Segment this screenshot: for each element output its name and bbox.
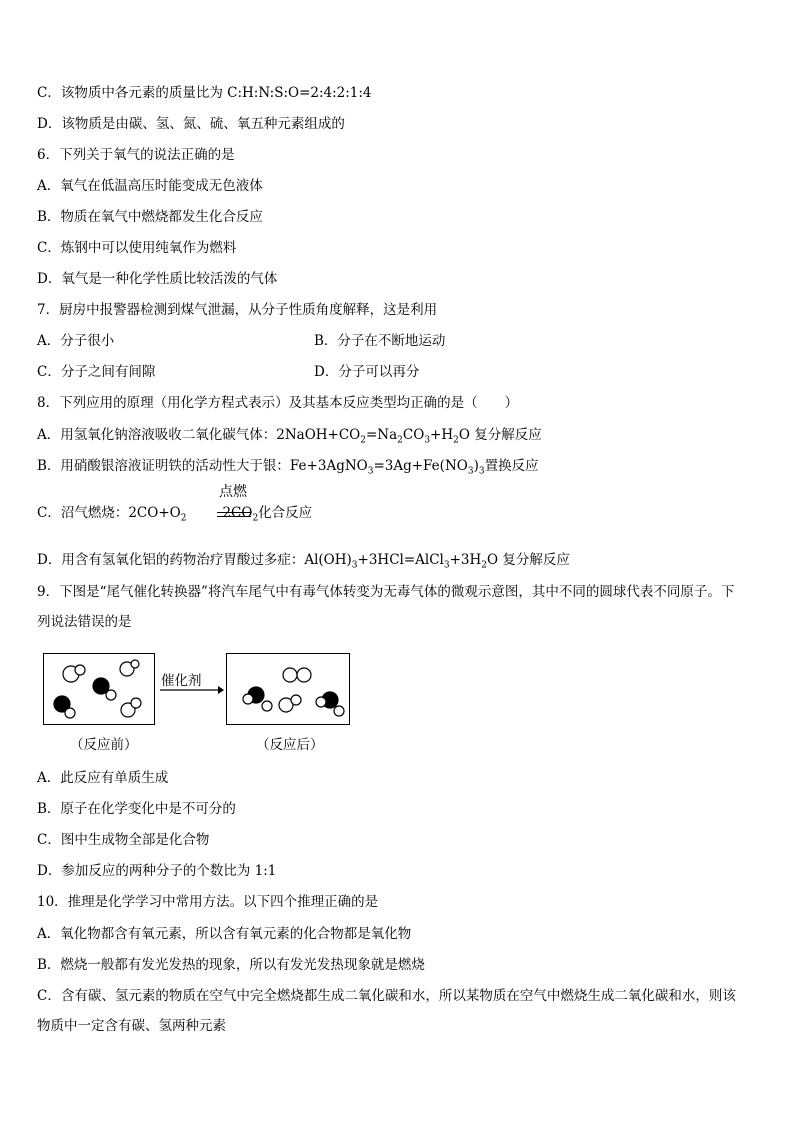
question-9-line2: 列说法错误的是 bbox=[37, 614, 132, 630]
atom-white bbox=[131, 660, 139, 668]
before-molecules-diagram bbox=[44, 654, 154, 724]
atom-white bbox=[334, 706, 344, 716]
reaction-arrow-icon bbox=[158, 684, 224, 696]
q6-option-d: D．氧气是一种化学性质比较活泼的气体 bbox=[37, 271, 278, 287]
q6-option-b: B．物质在氧气中燃烧都发生化合反应 bbox=[37, 209, 263, 225]
option-c-mass-ratio: C．该物质中各元素的质量比为 C:H:N:S:O=2:4:2:1:4 bbox=[37, 85, 372, 101]
atom-white bbox=[243, 694, 253, 704]
q7-option-a: A．分子很小 bbox=[37, 333, 115, 349]
q8-option-d bbox=[37, 551, 570, 569]
q8a-eq-part2: =Na bbox=[365, 427, 398, 443]
q8c-sub: 2 bbox=[180, 513, 187, 524]
q10-option-b: B．燃烧一般都有发光发热的现象，所以有发光发热现象就是燃烧 bbox=[37, 957, 425, 973]
q8a-eq-part4: +H bbox=[430, 427, 454, 443]
q8b-eq-part1: Fe+3AgNO bbox=[289, 458, 368, 474]
q9-option-d: D．参加反应的两种分子的个数比为 1:1 bbox=[37, 863, 277, 879]
q8b-eq-part3: ) bbox=[473, 458, 479, 474]
question-6: 6．下列关于氧气的说法正确的是 bbox=[37, 147, 235, 163]
q8a-sub: 2 bbox=[453, 435, 459, 446]
q8d-eq-part1: Al(OH) bbox=[304, 552, 352, 568]
atom-white bbox=[291, 695, 301, 705]
q6-option-a: A．氧气在低温高压时能变成无色液体 bbox=[37, 178, 263, 194]
q8c-sub: 2 bbox=[252, 513, 259, 524]
q7-option-b: B．分子在不断地运动 bbox=[314, 333, 446, 349]
q8b-eq-part2: =3Ag+Fe(NO bbox=[373, 458, 468, 474]
q8a-sub: 3 bbox=[424, 435, 431, 446]
atom-white bbox=[75, 665, 85, 675]
q8-option-a bbox=[37, 426, 542, 444]
q8b-sub: 3 bbox=[478, 466, 485, 477]
q8d-text: D．用含有氢氧化铝的药物治疗胃酸过多症： bbox=[37, 552, 305, 568]
option-d-elements: D．该物质是由碳、氢、氮、硫、氧五种元素组成的 bbox=[37, 116, 345, 132]
equals-sign bbox=[217, 512, 251, 517]
q8b-sub: 3 bbox=[467, 466, 474, 477]
q10-option-c-line2: 物质中一定含有碳、氢两种元素 bbox=[37, 1018, 226, 1034]
q8b-eq-part4: 置换反应 bbox=[484, 458, 539, 474]
q8d-sub: 2 bbox=[481, 560, 488, 571]
question-8: 8．下列应用的原理（用化学方程式表示）及其基本反应类型均正确的是（ ） bbox=[37, 395, 519, 411]
q8a-text: A．用氢氧化钠溶液吸收二氧化碳气体： bbox=[37, 427, 277, 443]
after-reaction-box bbox=[226, 653, 350, 725]
q8d-eq-part4: O 复分解反应 bbox=[487, 552, 570, 568]
ignition-condition: 点燃 bbox=[219, 484, 247, 500]
atom-white bbox=[297, 668, 311, 682]
q8a-sub: 2 bbox=[397, 435, 403, 446]
q7-option-d: D．分子可以再分 bbox=[314, 364, 420, 380]
atom-white bbox=[283, 668, 297, 682]
atom-white bbox=[316, 697, 326, 707]
q8c-text: C．沼气燃烧： bbox=[37, 505, 129, 521]
q8d-sub: 3 bbox=[351, 560, 358, 571]
q8d-sub: 3 bbox=[443, 560, 450, 571]
q8c-eq-part2: 2CO bbox=[222, 505, 253, 521]
atom-white bbox=[106, 690, 116, 700]
question-10: 10．推理是化学学习中常用方法。以下四个推理正确的是 bbox=[37, 894, 379, 910]
before-reaction-box bbox=[43, 653, 155, 725]
q8d-eq-part2: +3HCl=AlCl bbox=[357, 552, 444, 568]
catalyst-label: 催化剂 bbox=[161, 673, 202, 689]
q6-option-c: C．炼钢中可以使用纯氧作为燃料 bbox=[37, 240, 237, 256]
question-9-line1: 9．下图是“尾气催化转换器”将汽车尾气中有毒气体转变为无毒气体的微观示意图，其中不同的圆球代表不同原子。下 bbox=[37, 584, 735, 600]
q8-option-c bbox=[37, 484, 313, 524]
q8d-eq-part3: +3H bbox=[449, 552, 482, 568]
q8a-eq-part1: 2NaOH+CO bbox=[276, 427, 361, 443]
question-7: 7．厨房中报警器检测到煤气泄漏，从分子性质角度解释，这是利用 bbox=[37, 302, 438, 318]
q8c-eq-part1: 2CO+O bbox=[128, 505, 181, 521]
atom-white bbox=[65, 708, 75, 718]
q8a-eq-part3: CO bbox=[402, 427, 425, 443]
before-caption: （反应前） bbox=[70, 737, 138, 753]
atom-white bbox=[262, 701, 272, 711]
q9-option-b: B．原子在化学变化中是不可分的 bbox=[37, 801, 236, 817]
q7-option-c: C．分子之间有间隙 bbox=[37, 364, 156, 380]
q8a-sub: 2 bbox=[360, 435, 366, 446]
q8-option-b bbox=[37, 457, 539, 475]
after-molecules-diagram bbox=[227, 654, 349, 724]
q9-option-a: A．此反应有单质生成 bbox=[37, 770, 169, 786]
atom-white bbox=[131, 698, 141, 708]
q8a-eq-part5: O 复分解反应 bbox=[458, 427, 542, 443]
q8b-sub: 3 bbox=[367, 466, 374, 477]
q10-option-a: A．氧化物都含有氧元素，所以含有氧元素的化合物都是氧化物 bbox=[37, 926, 412, 942]
q8b-text: B．用硝酸银溶液证明铁的活动性大于银： bbox=[37, 458, 290, 474]
q8c-eq-part3: 化合反应 bbox=[258, 505, 313, 521]
q10-option-c-line1: C．含有碳、氢元素的物质在空气中完全燃烧都生成二氧化碳和水，所以某物质在空气中燃烧生成二氧化碳和水，则该 bbox=[37, 988, 736, 1004]
q9-option-c: C．图中生成物全部是化合物 bbox=[37, 832, 210, 848]
after-caption: （反应后） bbox=[256, 737, 324, 753]
